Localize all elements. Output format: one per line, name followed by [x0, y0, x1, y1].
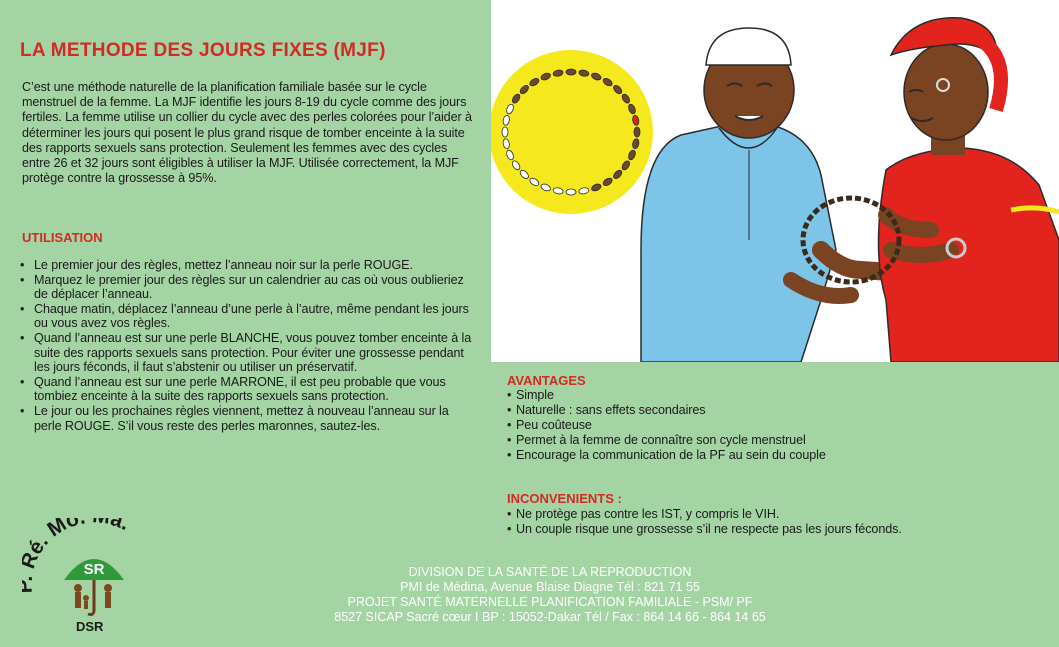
- page-title: LA METHODE DES JOURS FIXES (MJF): [20, 40, 386, 61]
- logo-umbrella-text: SR: [83, 561, 105, 578]
- bead: [502, 127, 508, 137]
- list-item: • Le premier jour des règles, mettez l’anneau noir sur la perle ROUGE.: [20, 258, 472, 273]
- utilisation-heading: UTILISATION: [22, 230, 103, 245]
- list-item: • Quand l’anneau est sur une perle MARRONE, il est peu probable que vous tombiez enceinte à la suite des rapports sexuels sans protection.: [20, 375, 472, 404]
- logo-caption: DSR: [76, 619, 104, 634]
- list-item: • Un couple risque une grossesse s’il ne respecte pas les jours féconds.: [507, 522, 1047, 537]
- list-item: • Chaque matin, déplacez l’anneau d’une perle à l’autre, même pendant les jours ou vous avez vos règles.: [20, 302, 472, 331]
- list-item: • Quand l’anneau est sur une perle BLANCHE, vous pouvez tomber enceinte à la suite des rapports sexuels sans protection. Pour éviter une grossesse pendant les jours féconds, il faut s’abstenir ou utiliser un préservatif.: [20, 331, 472, 375]
- bead: [634, 127, 640, 137]
- footer-line: PMI de Médina, Avenue Blaise Diagne Tél : 821 71 55: [400, 580, 700, 594]
- avantages-heading: AVANTAGES: [507, 373, 586, 388]
- list-item: • Simple: [507, 388, 1047, 403]
- footer-line: PROJET SANTÉ MATERNELLE PLANIFICATION FAMILIALE - PSM/ PF: [347, 595, 753, 609]
- couple-illustration: [491, 0, 1059, 362]
- woman-figure: [879, 18, 1059, 362]
- svg-text:P. Ré. Mo. Ma.: [22, 518, 134, 594]
- list-item: • Encourage la communication de la PF au sein du couple: [507, 448, 1047, 463]
- list-item: • Permet à la femme de connaître son cycle menstruel: [507, 433, 1047, 448]
- list-item: • Marquez le premier jour des règles sur un calendrier au cas où vous oublieriez de déplacer l’anneau.: [20, 273, 472, 302]
- footer: [280, 565, 820, 625]
- footer-line: 8527 SICAP Sacré cœur I BP : 15052-Dakar Tél / Fax : 864 14 66 - 864 14 65: [334, 610, 766, 624]
- inconvenients-heading: INCONVENIENTS :: [507, 491, 622, 506]
- avantages-list: [507, 388, 1047, 463]
- list-item: • Naturelle : sans effets secondaires: [507, 403, 1047, 418]
- list-item: • Le jour ou les prochaines règles viennent, mettez à nouveau l’anneau sur la perle ROUGE. S’il vous reste des perles maronnes, sautez-les.: [20, 404, 472, 433]
- bead: [566, 189, 576, 195]
- inconvenients-list: [507, 507, 1047, 537]
- logo-arc-text: é. Mo a.: [23, 518, 134, 559]
- utilisation-list: [20, 258, 472, 433]
- bead: [566, 69, 576, 75]
- list-item: • Peu coûteuse: [507, 418, 1047, 433]
- list-item: • Ne protège pas contre les IST, y compris le VIH.: [507, 507, 1047, 522]
- man-figure: [641, 28, 891, 362]
- intro-paragraph: C’est une méthode naturelle de la planification familiale basée sur le cycle menstruel de la femme. La MJF identifie les jours 8-19 du cycle comme des jours fertiles. La femme utilise un collier du cycle avec des perles colorées pour l’aider à déterminer les jours qui posent le plus grand risque de tomber enceinte à la suite des rapports sexuels sans protection. Seulement les femmes avec des cycles entre 26 et 32 jours sont éligibles à utiliser la MJF. Utilisée correctement, la MJF protège contre la grossesse à 95%.: [22, 80, 472, 186]
- footer-line: DIVISION DE LA SANTÉ DE LA REPRODUCTION: [408, 565, 692, 579]
